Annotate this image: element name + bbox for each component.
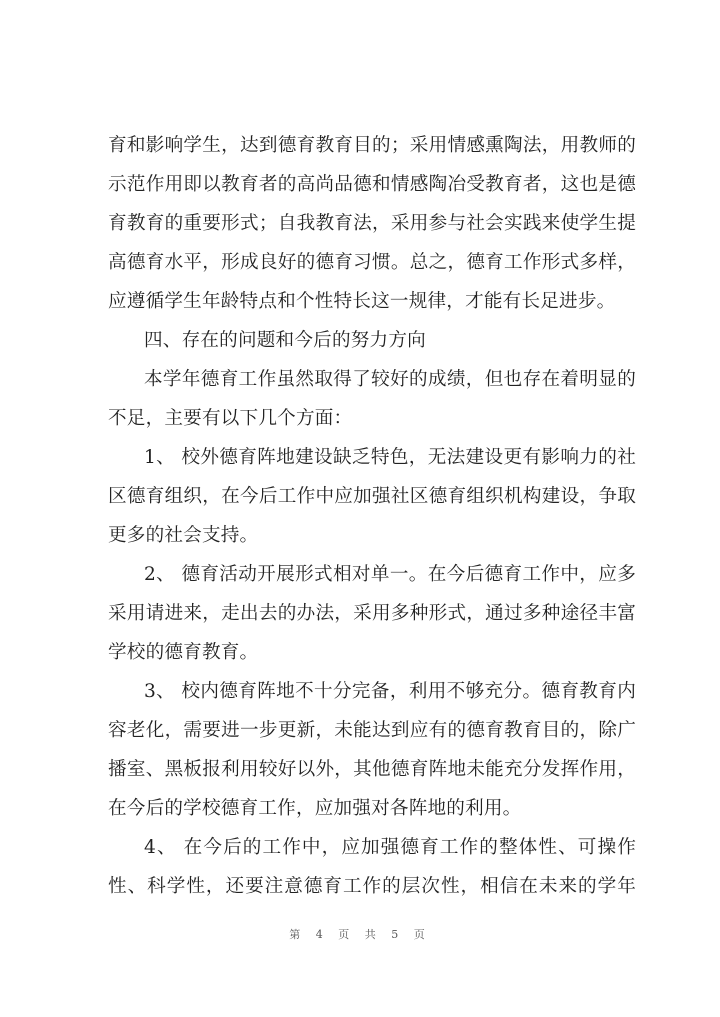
text-line: 容老化，需要进一步更新，未能达到应有的德育教育目的，除广 <box>108 720 636 741</box>
list-item-4: 4、 在今后的工作中，应加强德育工作的整体性、可操作 <box>144 837 636 858</box>
text-line: 育教育的重要形式；自我教育法，采用参与社会实践来使学生提 <box>108 213 636 234</box>
text-line: 区德育组织，在今后工作中应加强社区德育组织机构建设，争取 <box>108 486 636 507</box>
text-line: 育和影响学生，达到德育教育目的；采用情感熏陶法，用教师的 <box>108 135 636 156</box>
document-body <box>108 126 636 906</box>
text-line: 本学年德育工作虽然取得了较好的成绩，但也存在着明显的 <box>144 369 636 390</box>
section-heading: 四、存在的问题和今后的努力方向 <box>144 330 426 351</box>
text-line: 在今后的学校德育工作，应加强对各阵地的利用。 <box>108 798 522 819</box>
list-item-2: 2、 德育活动开展形式相对单一。在今后德育工作中，应多 <box>144 564 636 585</box>
list-item-1: 1、 校外德育阵地建设缺乏特色，无法建设更有影响力的社 <box>144 447 636 468</box>
text-line: 更多的社会支持。 <box>108 525 259 546</box>
text-line: 性、科学性，还要注意德育工作的层次性，相信在未来的学年 <box>108 876 636 897</box>
text-line: 应遵循学生年龄特点和个性特长这一规律，才能有长足进步。 <box>108 291 616 312</box>
list-item-3: 3、 校内德育阵地不十分完备，利用不够充分。德育教育内 <box>144 681 636 702</box>
text-line: 不足，主要有以下几个方面： <box>108 408 353 429</box>
text-line: 学校的德育教育。 <box>108 642 259 663</box>
text-line: 播室、黑板报利用较好以外，其他德育阵地未能充分发挥作用， <box>108 759 636 780</box>
text-line: 高德育水平，形成良好的德育习惯。总之，德育工作形式多样， <box>108 252 636 273</box>
text-line: 采用请进来，走出去的办法，采用多种形式，通过多种途径丰富 <box>108 603 636 624</box>
text-line: 示范作用即以教育者的高尚品德和情感陶冶受教育者，这也是德 <box>108 174 636 195</box>
page-number-footer: 第 4 页 共 5 页 <box>289 928 431 941</box>
